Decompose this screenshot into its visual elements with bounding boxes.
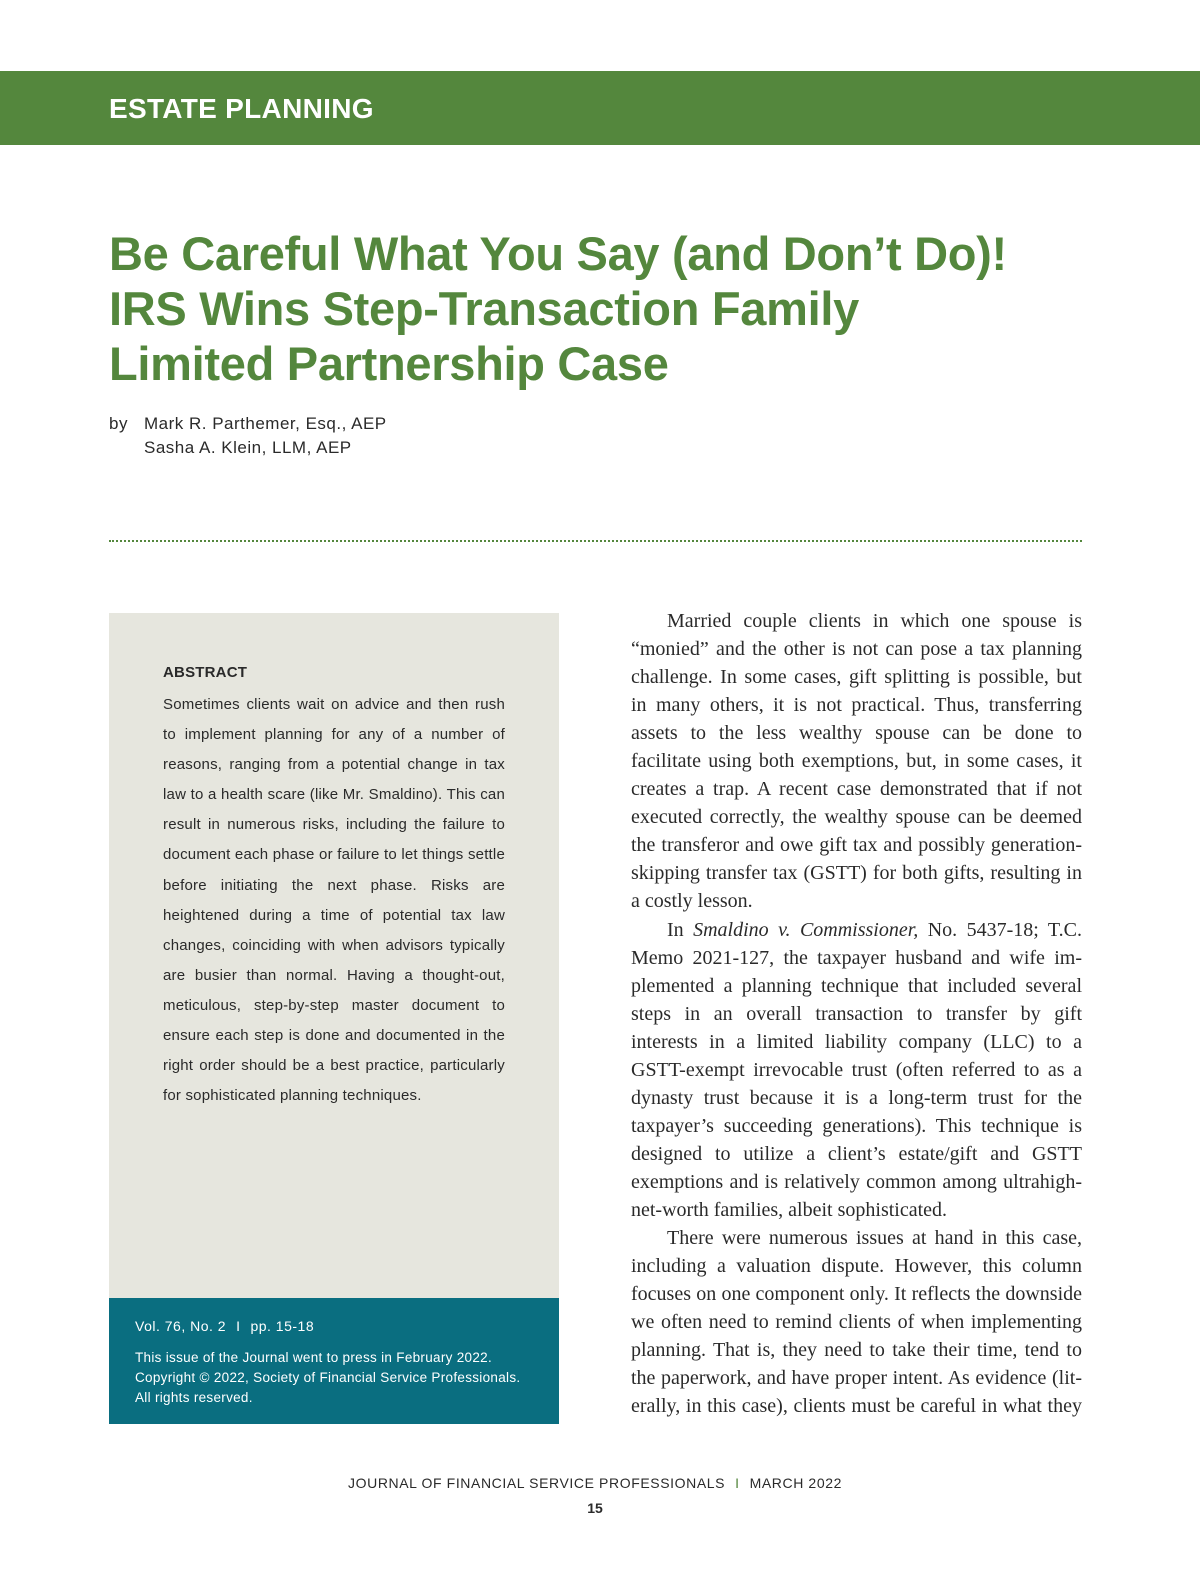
page-range: pp. 15-18 (250, 1318, 315, 1334)
body-paragraph-2: In Smaldino v. Commissioner, No. 5437-18; T.C. Memo 2021-127, the taxpayer husband and wife implemented a planning technique that included several steps in an overall transaction to transfer by gift interests in a limited liability company (LLC) to a GSTT-exempt irrevocable trust (often referred to as a dynasty trust because it is a long-term trust for the taxpayer’s succeeding generations). This technique is designed to utilize a client’s estate/gift and GSTT exemptions and is relatively common among ultrahigh-net-worth families, albeit sophisticated. (631, 918, 1082, 1221)
case-name: Smaldino v. Commissioner, (693, 918, 919, 941)
body-paragraph-3: There were numerous issues at hand in this case, including a valuation dispute. However, this column focuses on one component only. It reflects the downside we often need to remind clients of when implementing planning. That is, they need to take their time, tend to the paperwork, and have proper intent. As evidence (literally, in this case), clients must be careful in what they (631, 1227, 1082, 1418)
abstract-heading: ABSTRACT (163, 664, 248, 681)
volume-info (135, 1318, 314, 1334)
author-name: Mark R. Parthemer, Esq., AEP (144, 414, 387, 433)
footer-separator: I (735, 1475, 740, 1491)
rights-line: All rights reserved. (135, 1390, 253, 1405)
author-name: Sasha A. Klein, LLM, AEP (144, 438, 352, 457)
press-date-line: This issue of the Journal went to press in February 2022. (135, 1350, 493, 1365)
copyright-line: Copyright © 2022, Society of Financial Service Professionals. (135, 1370, 521, 1385)
abstract-text: Sometimes clients wait on advice and then rush to implement planning for any of a number of reasons, ranging from a potential change in tax law to a health scare (like Mr. Smaldino). This can result in numerous risks, including the failure to document each phase or failure to let things settle before initiating the next phase. Risks are heightened during a time of potential tax law changes, coinciding with when advisors typically are busier than normal. Having a thought-out, meticulous, step-by-step master document to ensure each step is done and documented in the right order should be a best practice, particularly for sophisticated planning techniques. (163, 696, 505, 1105)
dotted-divider (109, 540, 1082, 542)
title-line-1: Be Careful What You Say (and Don’t Do)! (109, 227, 1007, 280)
volume-separator: I (236, 1318, 241, 1334)
running-footer (0, 1475, 1190, 1491)
body-paragraph-1: Married couple clients in which one spouse is “monied” and the other is not can pose a tax planning challenge. In some cases, gift splitting is possible, but in many others, it is not practical. Thus, transferring assets to the less wealthy spouse can be done to facilitate using both exemptions, but, in some cases, it creates a trap. A recent case demonstrated that if not executed correctly, the wealthy spouse can be deemed the transferor and owe gift tax and possibly generation-skipping transfer tax (GSTT) for both gifts, resulting in a costly lesson. (631, 610, 1082, 913)
title-line-3: Limited Partnership Case (109, 337, 669, 390)
article-title (109, 226, 1109, 391)
page-number: 15 (587, 1500, 603, 1516)
journal-name: JOURNAL OF FINANCIAL SERVICE PROFESSIONALS (348, 1475, 726, 1491)
issue-date: MARCH 2022 (749, 1475, 842, 1491)
article-body (631, 607, 1082, 1448)
by-label: by (109, 414, 128, 433)
section-label: ESTATE PLANNING (109, 93, 374, 124)
title-line-2: IRS Wins Step-Transaction Family (109, 282, 859, 335)
copyright-notice (135, 1348, 555, 1408)
volume-number: Vol. 76, No. 2 (135, 1318, 227, 1334)
author-list (144, 412, 387, 460)
